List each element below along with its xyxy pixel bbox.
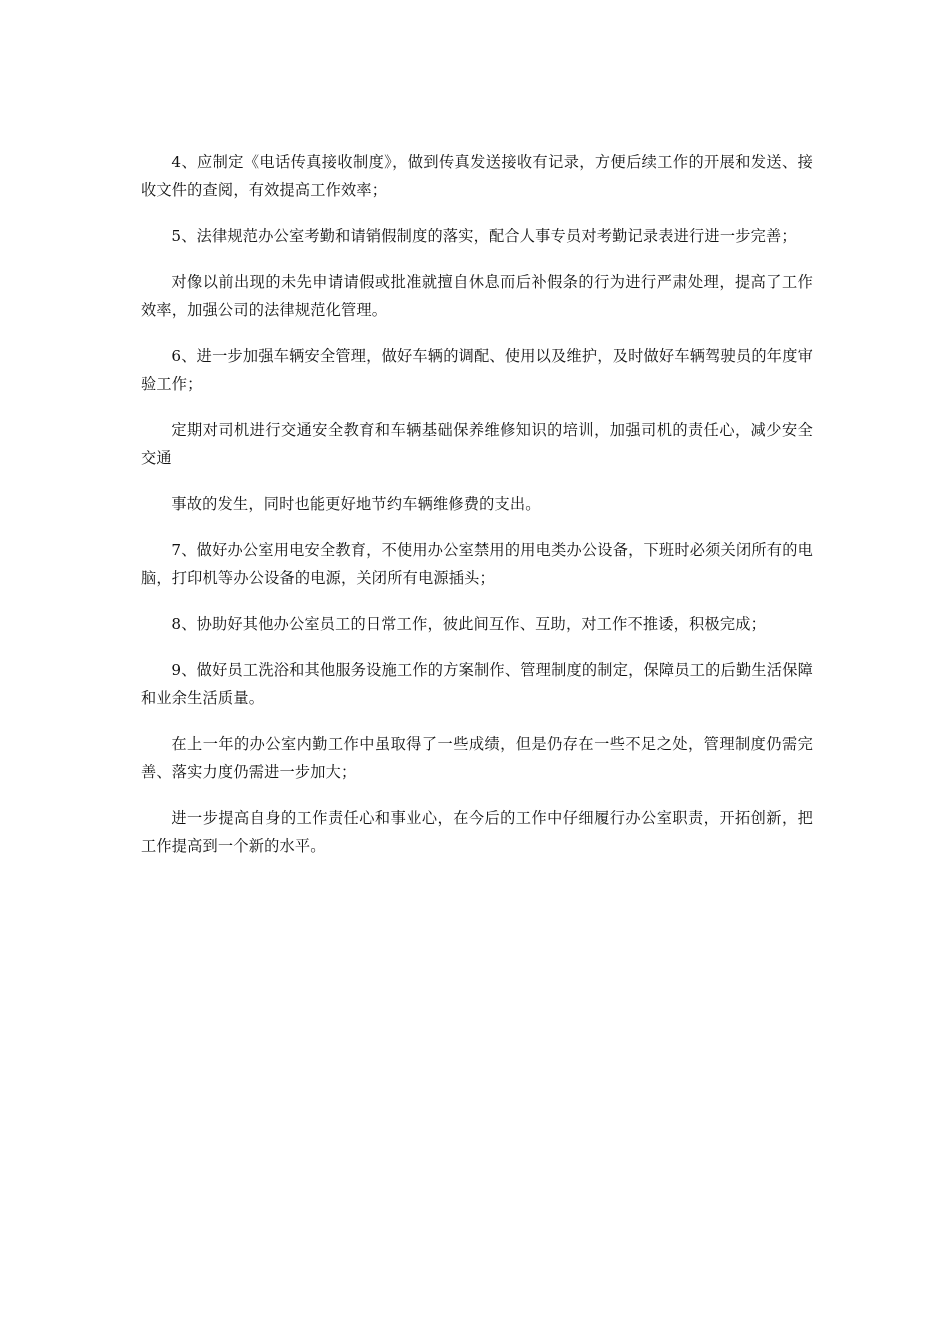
paragraph-conclusion: 进一步提高自身的工作责任心和事业心，在今后的工作中仔细履行办公室职责，开拓创新，把工作提高到一个新的水平。 xyxy=(141,809,813,855)
paragraph-accident-note: 事故的发生，同时也能更好地节约车辆维修费的支出。 xyxy=(171,495,541,513)
paragraph-driver-training: 定期对司机进行交通安全教育和车辆基础保养维修知识的培训，加强司机的责任心，减少安全交通 xyxy=(141,421,813,467)
paragraph-item-8: 8、协助好其他办公室员工的日常工作，彼此间互作、互助，对工作不推诿，积极完成； xyxy=(171,615,766,633)
paragraph-attendance-note: 对像以前出现的未先申请请假或批准就擅自休息而后补假条的行为进行严肃处理，提高了工作效率，加强公司的法律规范化管理。 xyxy=(141,273,813,319)
paragraph-item-4: 4、应制定《电话传真接收制度》，做到传真发送接收有记录，方便后续工作的开展和发送、接收文件的查阅，有效提高工作效率； xyxy=(141,153,813,199)
paragraph-item-9: 9、做好员工洗浴和其他服务设施工作的方案制作、管理制度的制定，保障员工的后勤生活保障和业余生活质量。 xyxy=(141,661,813,707)
paragraph-item-5: 5、法律规范办公室考勤和请销假制度的落实，配合人事专员对考勤记录表进行进一步完善； xyxy=(171,227,797,245)
document-body xyxy=(141,148,813,878)
paragraph-item-6: 6、进一步加强车辆安全管理，做好车辆的调配、使用以及维护，及时做好车辆驾驶员的年度审验工作； xyxy=(141,347,813,393)
paragraph-item-7: 7、做好办公室用电安全教育，不使用办公室禁用的用电类办公设备，下班时必须关闭所有的电脑，打印机等办公设备的电源，关闭所有电源插头； xyxy=(141,541,813,587)
paragraph-summary: 在上一年的办公室内勤工作中虽取得了一些成绩，但是仍存在一些不足之处，管理制度仍需完善、落实力度仍需进一步加大； xyxy=(141,735,813,781)
